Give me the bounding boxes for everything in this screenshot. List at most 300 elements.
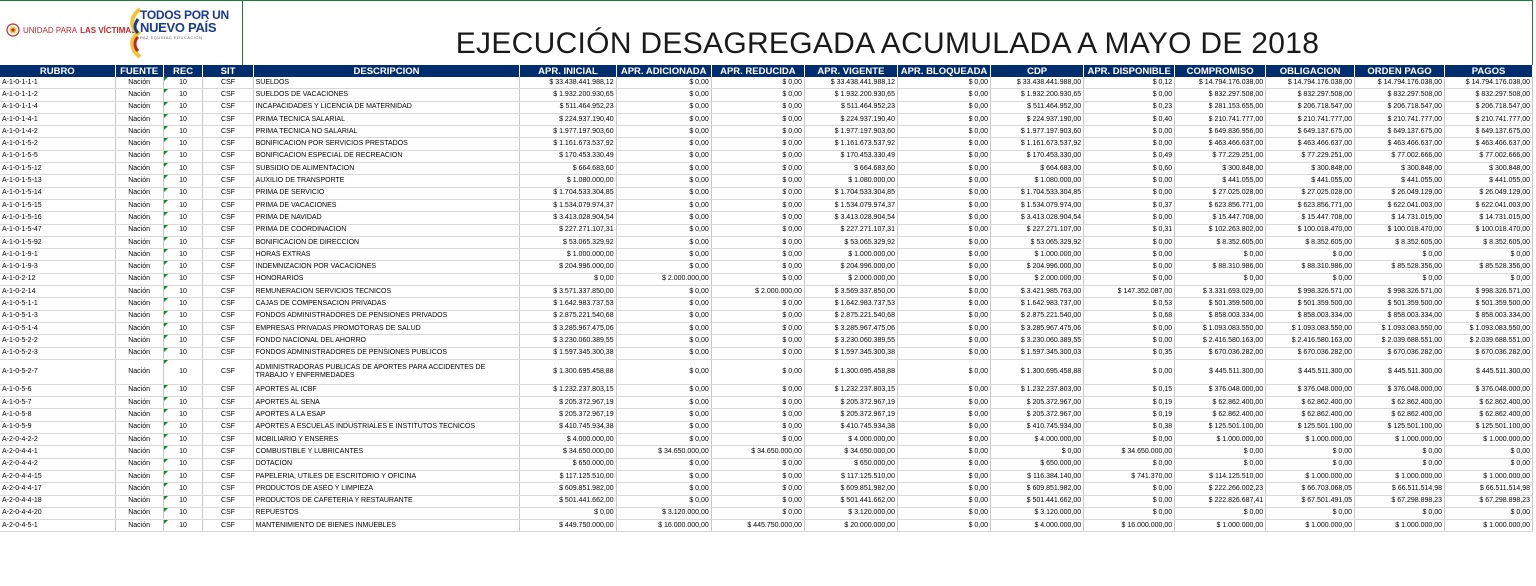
table-cell: $ 62.862.400,00 — [1175, 397, 1266, 409]
table-cell: $ 1.300.695.458,88 — [804, 359, 897, 384]
table-cell: $ 14.794.176.038,00 — [1355, 77, 1445, 89]
table-cell: $ 0,00 — [616, 150, 711, 162]
logo-area — [0, 0, 243, 65]
table-cell: $ 117.125.510,00 — [804, 470, 897, 482]
table-cell: $ 0,00 — [711, 421, 804, 433]
table-cell: $ 0,19 — [1084, 409, 1175, 421]
table-cell: A-1-0-1-5-13 — [0, 175, 115, 187]
tpn-line2: NUEVO PAÍS — [140, 20, 217, 35]
table-cell: $ 511.464.952,23 — [520, 101, 616, 113]
table-cell: CSF — [203, 199, 253, 211]
table-cell: $ 0,00 — [1175, 458, 1266, 470]
table-cell: 10 — [163, 212, 203, 224]
table-cell: CSF — [203, 397, 253, 409]
table-cell: $ 3.120.000,00 — [616, 507, 711, 519]
table-cell: $ 0,00 — [897, 507, 990, 519]
table-row — [0, 163, 1533, 175]
table-cell: $ 1.080.000,00 — [520, 175, 616, 187]
table-cell: $ 0,00 — [1266, 249, 1355, 261]
table-cell: $ 2.039.688.551,00 — [1445, 335, 1533, 347]
table-cell: $ 0,00 — [897, 77, 990, 89]
table-cell: SUELDOS DE VACACIONES — [253, 89, 520, 101]
table-cell: $ 85.528.356,00 — [1355, 261, 1445, 273]
table-cell: $ 33.438.441.988,00 — [991, 77, 1084, 89]
table-cell: $ 670.036.282,00 — [1445, 347, 1533, 359]
table-cell: $ 445.511.300,00 — [1175, 359, 1266, 384]
table-cell: $ 125.501.100,00 — [1355, 421, 1445, 433]
table-cell: $ 0,00 — [1084, 89, 1175, 101]
table-cell: A-1-0-2-12 — [0, 273, 115, 285]
table-cell: $ 0,00 — [711, 249, 804, 261]
table-row — [0, 458, 1533, 470]
table-row — [0, 409, 1533, 421]
table-row — [0, 520, 1533, 532]
table-cell: $ 100.018.470,00 — [1445, 224, 1533, 236]
table-row — [0, 77, 1533, 89]
table-cell: REPUESTOS — [253, 507, 520, 519]
table-cell: $ 0,00 — [897, 89, 990, 101]
table-cell: $ 2.000.000,00 — [616, 273, 711, 285]
table-cell: $ 77.229.251,00 — [1266, 150, 1355, 162]
table-cell: $ 2.875.221.540,68 — [804, 310, 897, 322]
table-cell: $ 0,00 — [711, 199, 804, 211]
column-header: FUENTE — [115, 65, 163, 77]
table-cell: $ 1.000.000,00 — [1445, 520, 1533, 532]
table-cell: $ 0,60 — [1084, 163, 1175, 175]
table-cell: CSF — [203, 77, 253, 89]
table-cell: $ 0,00 — [1445, 446, 1533, 458]
table-cell: $ 0,00 — [897, 175, 990, 187]
table-cell: CSF — [203, 224, 253, 236]
table-cell: $ 0,00 — [520, 507, 616, 519]
table-cell: $ 0,00 — [616, 359, 711, 384]
table-cell: $ 1.232.237.803,00 — [991, 384, 1084, 396]
table-row — [0, 359, 1533, 384]
table-cell: 10 — [163, 77, 203, 89]
table-cell: $ 205.372.967,19 — [520, 397, 616, 409]
table-cell: $ 0,00 — [897, 409, 990, 421]
table-cell: $ 1.300.695.458,88 — [520, 359, 616, 384]
table-cell: Nación — [115, 175, 163, 187]
table-cell: $ 609.851.982,00 — [991, 483, 1084, 495]
table-cell: 10 — [163, 397, 203, 409]
table-cell: $ 0,00 — [897, 483, 990, 495]
table-cell: $ 0,00 — [711, 224, 804, 236]
table-cell: $ 1.232.237.803,15 — [520, 384, 616, 396]
table-cell: $ 0,00 — [616, 347, 711, 359]
table-cell: $ 0,53 — [1084, 298, 1175, 310]
table-cell: $ 0,00 — [616, 322, 711, 334]
table-cell: $ 0,00 — [616, 470, 711, 482]
table-cell: CSF — [203, 384, 253, 396]
title-area — [243, 0, 1533, 65]
table-cell: Nación — [115, 495, 163, 507]
table-cell: $ 0,00 — [1084, 322, 1175, 334]
table-cell: $ 0,00 — [616, 163, 711, 175]
table-cell: $ 205.372.967,00 — [991, 397, 1084, 409]
table-cell: 10 — [163, 483, 203, 495]
table-cell: CSF — [203, 335, 253, 347]
table-cell: $ 609.851.982,00 — [804, 483, 897, 495]
table-cell: $ 0,00 — [616, 89, 711, 101]
table-cell: $ 0,00 — [897, 495, 990, 507]
table-row — [0, 310, 1533, 322]
column-header: RUBRO — [0, 65, 115, 77]
table-cell: A-2-0-4-4-1 — [0, 446, 115, 458]
table-cell: $ 0,00 — [1355, 273, 1445, 285]
table-cell: $ 1.000.000,00 — [1266, 470, 1355, 482]
table-cell: $ 445.511.300,00 — [1445, 359, 1533, 384]
table-cell: A-1-0-1-5-14 — [0, 187, 115, 199]
table-cell: $ 449.750.000,00 — [520, 520, 616, 532]
table-cell: $ 1.932.200.930,65 — [804, 89, 897, 101]
table-cell: SUELDOS — [253, 77, 520, 89]
table-cell: $ 998.326.571,00 — [1355, 286, 1445, 298]
table-cell: EMPRESAS PRIVADAS PROMOTORAS DE SALUD — [253, 322, 520, 334]
table-row — [0, 446, 1533, 458]
table-row — [0, 286, 1533, 298]
table-cell: Nación — [115, 199, 163, 211]
table-cell: CSF — [203, 212, 253, 224]
table-cell: $ 27.025.028,00 — [1175, 187, 1266, 199]
table-cell: $ 88.310.986,00 — [1175, 261, 1266, 273]
table-cell: $ 26.049.129,00 — [1355, 187, 1445, 199]
table-cell: CSF — [203, 310, 253, 322]
table-cell: $ 77.002.666,00 — [1355, 150, 1445, 162]
table-cell: $ 376.048.000,00 — [1355, 384, 1445, 396]
column-header: APR. BLOQUEADA — [897, 65, 990, 77]
table-cell: $ 832.297.508,00 — [1266, 89, 1355, 101]
table-cell: AUXILIO DE TRANSPORTE — [253, 175, 520, 187]
table-cell: $ 67.501.491,05 — [1266, 495, 1355, 507]
table-cell: $ 0,00 — [897, 199, 990, 211]
table-cell: A-1-0-1-5-5 — [0, 150, 115, 162]
table-cell: $ 1.642.983.737,00 — [991, 298, 1084, 310]
table-cell: $ 0,00 — [1084, 507, 1175, 519]
table-cell: $ 858.003.334,00 — [1266, 310, 1355, 322]
table-cell: $ 204.996.000,00 — [804, 261, 897, 273]
table-cell: $ 170.453.330,49 — [804, 150, 897, 162]
table-cell: $ 1.000.000,00 — [1266, 434, 1355, 446]
table-cell: 10 — [163, 224, 203, 236]
table-cell: INCAPACIDADES Y LICENCIA DE MATERNIDAD — [253, 101, 520, 113]
table-cell: $ 0,00 — [1355, 458, 1445, 470]
table-cell: $ 0,00 — [897, 113, 990, 125]
table-cell: $ 0,23 — [1084, 101, 1175, 113]
table-cell: $ 0,00 — [897, 249, 990, 261]
table-cell: $ 650.000,00 — [991, 458, 1084, 470]
table-cell: Nación — [115, 126, 163, 138]
table-cell: $ 0,00 — [711, 470, 804, 482]
table-cell: CSF — [203, 101, 253, 113]
table-row — [0, 261, 1533, 273]
table-cell: $ 0,00 — [616, 409, 711, 421]
table-row — [0, 212, 1533, 224]
table-cell: $ 34.650.000,00 — [520, 446, 616, 458]
table-cell: $ 741.370,00 — [1084, 470, 1175, 482]
table-cell: $ 622.041.003,00 — [1355, 199, 1445, 211]
table-cell: $ 204.996.000,00 — [991, 261, 1084, 273]
column-header: APR. REDUCIDA — [711, 65, 804, 77]
table-cell: $ 410.745.934,38 — [520, 421, 616, 433]
table-cell: $ 670.036.282,00 — [1175, 347, 1266, 359]
table-cell: A-1-0-1-5-2 — [0, 138, 115, 150]
table-cell: A-1-0-5-8 — [0, 409, 115, 421]
table-cell: $ 66.511.514,98 — [1445, 483, 1533, 495]
report-banner — [0, 0, 1536, 65]
table-cell: Nación — [115, 335, 163, 347]
table-cell: 10 — [163, 187, 203, 199]
table-cell: $ 1.000.000,00 — [1355, 520, 1445, 532]
table-cell: $ 0,00 — [711, 397, 804, 409]
table-cell: $ 376.048.000,00 — [1266, 384, 1355, 396]
table-cell: $ 222.266.002,23 — [1175, 483, 1266, 495]
table-cell: Nación — [115, 397, 163, 409]
table-cell: $ 664.683,60 — [804, 163, 897, 175]
table-cell: A-1-0-1-4-1 — [0, 113, 115, 125]
execution-table — [0, 65, 1533, 532]
table-cell: $ 1.161.673.537,92 — [520, 138, 616, 150]
table-cell: $ 1.000.000,00 — [520, 249, 616, 261]
table-row — [0, 507, 1533, 519]
table-cell: $ 14.794.176.038,00 — [1445, 77, 1533, 89]
table-cell: $ 210.741.777,00 — [1175, 113, 1266, 125]
table-row — [0, 89, 1533, 101]
table-cell: 10 — [163, 163, 203, 175]
table-cell: $ 8.352.605,00 — [1175, 236, 1266, 248]
table-cell: Nación — [115, 150, 163, 162]
table-cell: $ 0,00 — [1084, 335, 1175, 347]
table-cell: $ 0,00 — [711, 273, 804, 285]
table-body — [0, 77, 1533, 532]
table-cell: Nación — [115, 298, 163, 310]
table-cell: $ 1.093.083.550,00 — [1445, 322, 1533, 334]
table-cell: $ 53.065.329,92 — [991, 236, 1084, 248]
table-cell: $ 0,00 — [1084, 434, 1175, 446]
table-row — [0, 347, 1533, 359]
table-cell: $ 0,00 — [1084, 187, 1175, 199]
table-cell: $ 0,00 — [616, 397, 711, 409]
table-cell: $ 224.937.190,40 — [804, 113, 897, 125]
table-cell: $ 0,00 — [711, 101, 804, 113]
table-cell: CSF — [203, 347, 253, 359]
table-cell: $ 77.229.251,00 — [1175, 150, 1266, 162]
table-cell: $ 2.000.000,00 — [991, 273, 1084, 285]
table-row — [0, 138, 1533, 150]
table-cell: $ 125.501.100,00 — [1175, 421, 1266, 433]
table-cell: Nación — [115, 89, 163, 101]
table-cell: $ 0,00 — [616, 126, 711, 138]
table-cell: $ 1.000.000,00 — [1266, 520, 1355, 532]
table-cell: 10 — [163, 495, 203, 507]
column-header: PAGOS — [1445, 65, 1533, 77]
table-cell: MOBILIARIO Y ENSERES — [253, 434, 520, 446]
table-cell: A-1-0-2-14 — [0, 286, 115, 298]
table-cell: $ 0,00 — [1175, 446, 1266, 458]
table-cell: $ 501.359.500,00 — [1175, 298, 1266, 310]
table-cell: 10 — [163, 236, 203, 248]
table-cell: 10 — [163, 113, 203, 125]
table-cell: 10 — [163, 101, 203, 113]
table-cell: Nación — [115, 163, 163, 175]
table-cell: $ 0,00 — [1355, 249, 1445, 261]
table-cell: $ 0,00 — [1445, 507, 1533, 519]
table-cell: $ 210.741.777,00 — [1266, 113, 1355, 125]
table-cell: $ 14.794.176.038,00 — [1175, 77, 1266, 89]
table-cell: $ 1.704.533.304,85 — [991, 187, 1084, 199]
table-cell: Nación — [115, 236, 163, 248]
table-cell: $ 0,35 — [1084, 347, 1175, 359]
table-cell: $ 0,00 — [711, 434, 804, 446]
table-cell: FONDO NACIONAL DEL AHORRO — [253, 335, 520, 347]
table-cell: $ 649.137.675,00 — [1445, 126, 1533, 138]
table-cell: $ 445.511.300,00 — [1266, 359, 1355, 384]
table-cell: $ 206.718.547,00 — [1445, 101, 1533, 113]
table-cell: Nación — [115, 261, 163, 273]
table-cell: CSF — [203, 150, 253, 162]
table-cell: Nación — [115, 384, 163, 396]
table-cell: CAJAS DE COMPENSACION PRIVADAS — [253, 298, 520, 310]
table-row — [0, 126, 1533, 138]
table-cell: $ 832.297.508,00 — [1355, 89, 1445, 101]
table-cell: $ 77.002.666,00 — [1445, 150, 1533, 162]
table-cell: $ 0,00 — [897, 224, 990, 236]
table-cell: $ 14.731.015,00 — [1445, 212, 1533, 224]
table-cell: Nación — [115, 113, 163, 125]
table-cell: $ 1.642.983.737,53 — [520, 298, 616, 310]
table-row — [0, 470, 1533, 482]
table-cell: CSF — [203, 126, 253, 138]
table-cell: A-1-0-5-1-3 — [0, 310, 115, 322]
column-header: APR. INICIAL — [520, 65, 616, 77]
table-cell: $ 204.996.000,00 — [520, 261, 616, 273]
table-cell: $ 205.372.967,19 — [804, 409, 897, 421]
table-cell: $ 88.310.986,00 — [1266, 261, 1355, 273]
table-cell: A-1-0-5-1-1 — [0, 298, 115, 310]
table-cell: $ 300.848,00 — [1266, 163, 1355, 175]
table-cell: $ 0,31 — [1084, 224, 1175, 236]
table-cell: $ 623.856.771,00 — [1175, 199, 1266, 211]
column-header: ORDEN PAGO — [1355, 65, 1445, 77]
table-cell: $ 0,00 — [1084, 249, 1175, 261]
table-cell: $ 66.703.068,05 — [1266, 483, 1355, 495]
table-cell: Nación — [115, 458, 163, 470]
table-cell: $ 62.862.400,00 — [1266, 409, 1355, 421]
table-header-row — [0, 65, 1533, 77]
table-cell: 10 — [163, 150, 203, 162]
table-cell: $ 0,00 — [711, 507, 804, 519]
table-cell: REMUNERACION SERVICIOS TECNICOS — [253, 286, 520, 298]
table-cell: $ 670.036.282,00 — [1266, 347, 1355, 359]
table-row — [0, 322, 1533, 334]
table-cell: 10 — [163, 138, 203, 150]
table-cell: $ 664.683,00 — [991, 163, 1084, 175]
table-cell: 10 — [163, 261, 203, 273]
table-cell: MANTENIMIENTO DE BIENES INMUEBLES — [253, 520, 520, 532]
table-cell: $ 410.745.934,38 — [804, 421, 897, 433]
table-cell: $ 0,00 — [616, 421, 711, 433]
table-cell: $ 33.438.441.988,12 — [520, 77, 616, 89]
table-cell: $ 463.466.637,00 — [1445, 138, 1533, 150]
table-cell: $ 0,00 — [1266, 507, 1355, 519]
table-cell: $ 0,00 — [1445, 249, 1533, 261]
table-cell: $ 206.718.547,00 — [1355, 101, 1445, 113]
table-cell: $ 1.093.083.550,00 — [1266, 322, 1355, 334]
table-cell: $ 14.731.015,00 — [1355, 212, 1445, 224]
table-cell: $ 1.000.000,00 — [1355, 470, 1445, 482]
table-cell: $ 410.745.934,00 — [991, 421, 1084, 433]
table-cell: $ 62.862.400,00 — [1445, 409, 1533, 421]
table-cell: Nación — [115, 138, 163, 150]
table-cell: 10 — [163, 175, 203, 187]
table-cell: $ 300.848,00 — [1445, 163, 1533, 175]
table-cell: CSF — [203, 359, 253, 384]
table-cell: $ 117.125.510,00 — [520, 470, 616, 482]
table-cell: A-1-0-1-5-47 — [0, 224, 115, 236]
table-cell: APORTES AL ICBF — [253, 384, 520, 396]
table-cell: $ 2.875.221.540,00 — [991, 310, 1084, 322]
table-cell: A-1-0-1-5-12 — [0, 163, 115, 175]
table-cell: A-1-0-5-7 — [0, 397, 115, 409]
table-cell: $ 300.848,00 — [1355, 163, 1445, 175]
table-cell: $ 0,00 — [897, 273, 990, 285]
table-cell: $ 3.230.060.389,55 — [520, 335, 616, 347]
column-header: REC — [163, 65, 203, 77]
table-cell: $ 501.359.500,00 — [1445, 298, 1533, 310]
table-cell: Nación — [115, 483, 163, 495]
table-cell: PRODUCTOS DE ASEO Y LIMPIEZA — [253, 483, 520, 495]
table-cell: $ 170.453.330,00 — [991, 150, 1084, 162]
table-cell: $ 3.331.693.029,00 — [1175, 286, 1266, 298]
table-cell: $ 3.120.000,00 — [804, 507, 897, 519]
table-cell: $ 998.326.571,00 — [1445, 286, 1533, 298]
table-cell: $ 0,00 — [897, 397, 990, 409]
table-cell: $ 3.413.028.904,54 — [804, 212, 897, 224]
table-cell: A-1-0-5-2-7 — [0, 359, 115, 384]
table-cell: 10 — [163, 434, 203, 446]
table-cell: $ 100.018.470,00 — [1266, 224, 1355, 236]
table-cell: $ 53.065.329,92 — [804, 236, 897, 248]
table-cell: CSF — [203, 483, 253, 495]
table-cell: $ 62.862.400,00 — [1445, 397, 1533, 409]
table-cell: $ 0,00 — [1355, 446, 1445, 458]
table-cell: $ 650.000,00 — [520, 458, 616, 470]
table-cell: A-2-0-4-4-18 — [0, 495, 115, 507]
table-cell: A-2-0-4-4-15 — [0, 470, 115, 482]
table-cell: $ 0,00 — [897, 187, 990, 199]
table-cell: $ 1.704.533.304,85 — [520, 187, 616, 199]
table-cell: $ 205.372.967,00 — [991, 409, 1084, 421]
table-cell: PRIMA TECNICA NO SALARIAL — [253, 126, 520, 138]
table-cell: $ 0,00 — [897, 298, 990, 310]
column-header: SIT — [203, 65, 253, 77]
table-cell: $ 1.704.533.304,85 — [804, 187, 897, 199]
table-cell: 10 — [163, 359, 203, 384]
table-cell: 10 — [163, 273, 203, 285]
table-cell: $ 1.977.197.903,60 — [991, 126, 1084, 138]
table-cell: 10 — [163, 310, 203, 322]
column-header: APR. ADICIONADA — [616, 65, 711, 77]
table-cell: $ 0,00 — [1084, 273, 1175, 285]
table-cell: HORAS EXTRAS — [253, 249, 520, 261]
table-cell: $ 224.937.190,00 — [991, 113, 1084, 125]
table-cell: $ 0,49 — [1084, 150, 1175, 162]
table-cell: $ 376.048.000,00 — [1175, 384, 1266, 396]
table-cell: CSF — [203, 495, 253, 507]
table-cell: 10 — [163, 89, 203, 101]
table-cell: $ 0,00 — [616, 261, 711, 273]
table-cell: $ 0,00 — [897, 335, 990, 347]
